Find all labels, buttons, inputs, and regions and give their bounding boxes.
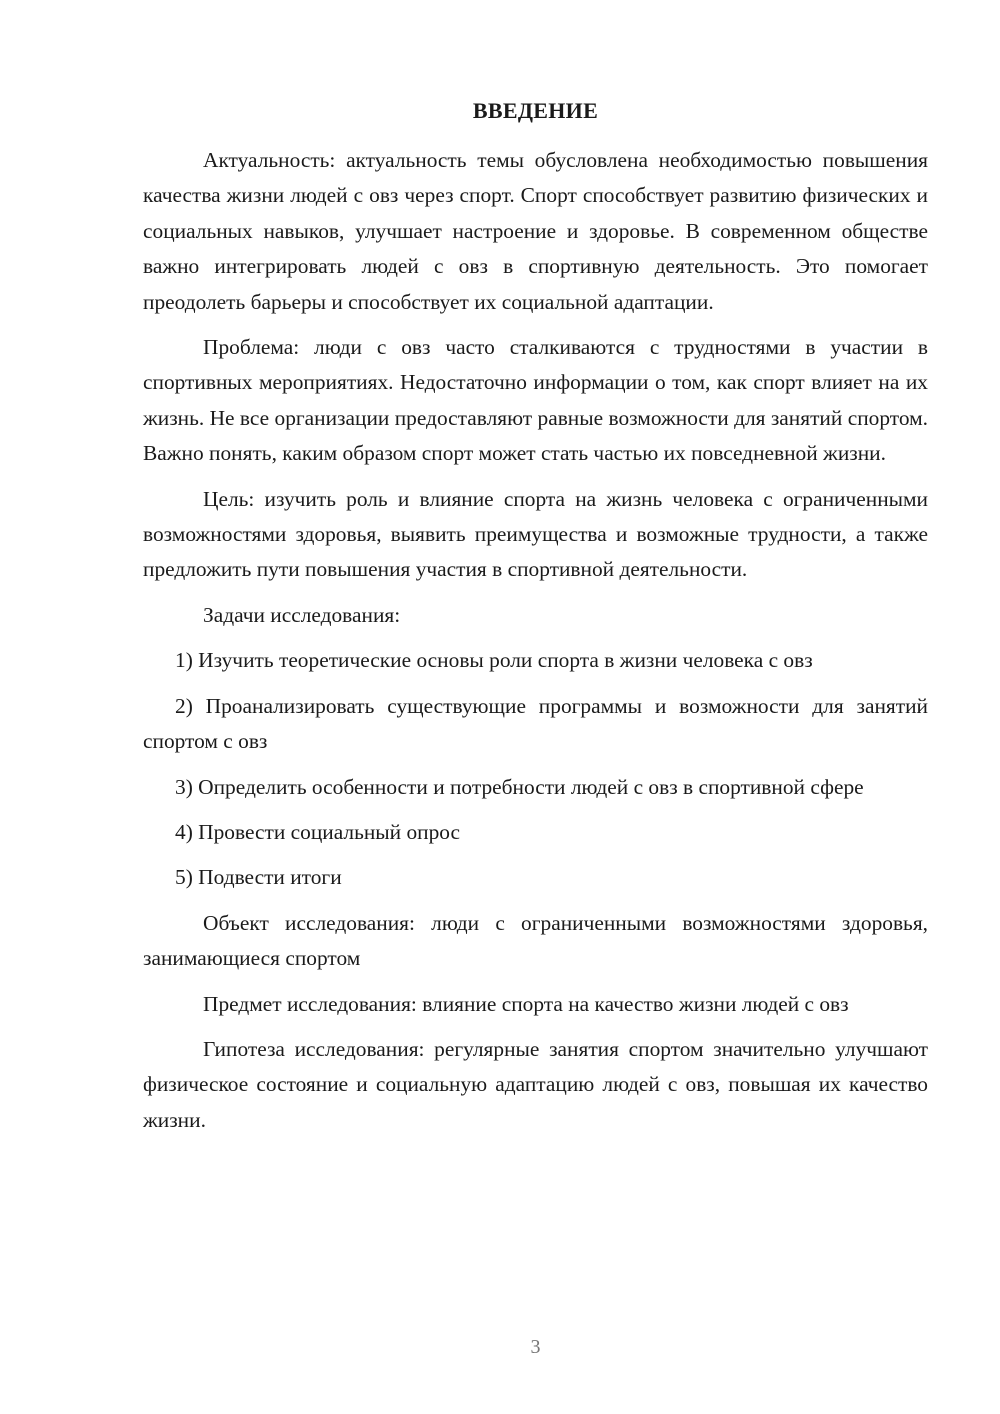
paragraph-hypothesis: Гипотеза исследования: регулярные занятия спортом значительно улучшают физическое состояние и социальную адаптацию людей с овз, повышая их качество жизни. bbox=[143, 1036, 928, 1132]
paragraph-subject: Предмет исследования: влияние спорта на качество жизни людей с овз bbox=[203, 991, 849, 1016]
paragraph-relevance: Актуальность: актуальность темы обусловлена необходимостью повышения качества жизни людей с овз через спорт. Спорт способствует развитию физических и социальных навыков, улучшает настроение и здоровье. В современном обществе важно интегрировать людей с овз в спортивную деятельность. Это помогает преодолеть барьеры и способствует их социальной адаптации. bbox=[143, 148, 928, 314]
page-number: 3 bbox=[530, 1336, 541, 1358]
section-title: ВВЕДЕНИЕ bbox=[472, 98, 599, 123]
task-item-3: 3) Определить особенности и потребности людей с овз в спортивной сфере bbox=[175, 774, 864, 799]
task-item-2: 2) Проанализировать существующие программы и возможности для занятий спортом с овз bbox=[143, 693, 928, 754]
tasks-heading: Задачи исследования: bbox=[203, 602, 401, 627]
paragraph-goal: Цель: изучить роль и влияние спорта на жизнь человека с ограниченными возможностями здоровья, выявить преимущества и возможные трудности, а также предложить пути повышения участия в спортивной деятельности. bbox=[143, 486, 928, 582]
document-page bbox=[143, 0, 928, 1414]
task-item-1: 1) Изучить теоретические основы роли спорта в жизни человека с овз bbox=[175, 648, 813, 673]
paragraph-problem: Проблема: люди с овз часто сталкиваются с трудностями в участии в спортивных мероприятиях. Недостаточно информации о том, как спорт влияет на их жизнь. Не все организации предоставляют равные возможности для занятий спортом. Важно понять, каким образом спорт может стать частью их повседневной жизни. bbox=[143, 335, 928, 466]
task-item-5: 5) Подвести итоги bbox=[175, 865, 342, 890]
body-text bbox=[143, 143, 928, 1138]
paragraph-object: Объект исследования: люди с ограниченными возможностями здоровья, занимающиеся спортом bbox=[143, 910, 928, 971]
task-item-4: 4) Провести социальный опрос bbox=[175, 819, 461, 844]
